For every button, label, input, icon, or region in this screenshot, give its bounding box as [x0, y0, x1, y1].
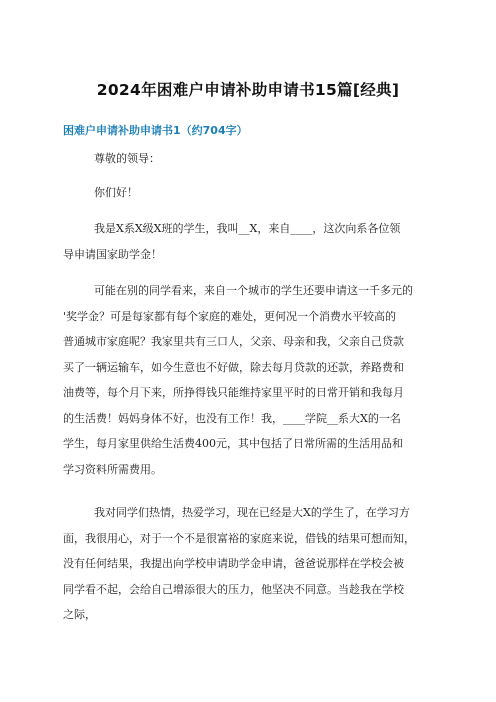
paragraph-intro [63, 216, 433, 267]
section-heading: 困难户申请补助申请书1（约704字） [63, 124, 248, 137]
text-line: 同学看不起，会给自己增添很大的压力，他坚决不同意。当趁我在学校 [63, 582, 404, 596]
paragraph-study [63, 500, 433, 628]
text-line: 没有任何结果，我提出向学校申请助学金申请，爸爸说那样在学校会被 [63, 557, 404, 570]
text-line: 普通城市家庭呢？我家里共有三口人，父亲、母亲和我，父亲自己贷款 [63, 335, 404, 348]
text-line: 的生活费！妈妈身体不好，也没有工作！我，____学院__系大X的一名 [63, 411, 401, 425]
text-line: 学习资料所需费用。 [63, 462, 162, 476]
text-line: 买了一辆运输车，如今生意也不好做，除去每月贷款的还款，养路费和 [63, 360, 404, 374]
text-line: 我对同学们热情，热爱学习，现在已经是大X的学生了，在学习方 [94, 506, 410, 519]
text-line: 导申请国家助学金！ [63, 247, 162, 261]
text-line: 我是X系X级X班的学生，我叫__X，来自____，这次向系各位领 [94, 222, 401, 235]
text-line: 你们好！ [94, 186, 138, 199]
text-line: 面，我很用心，对于一个不是很富裕的家庭来说，借钱的结果可想而知， [63, 531, 415, 545]
paragraph-salutation [63, 146, 433, 172]
text-line: 之际， [63, 608, 96, 621]
paragraph-greeting [63, 180, 433, 206]
text-line: 学生，每月家里供给生活费400元，其中包括了日常所需的生活用品和 [63, 437, 403, 450]
text-line: 可能在别的同学看来，来自一个城市的学生还要申请这一千多元的 [94, 284, 413, 297]
text-line: '奖学金？可是每家都有每个家庭的难处，更何况一个消费水平较高的 [63, 309, 397, 323]
paragraph-family [63, 278, 433, 482]
document-title: 2024年困难户申请补助申请书15篇[经典] [96, 81, 400, 99]
text-line: 油费等，每个月下来，所挣得钱只能维持家里平时的日常开销和我每月 [63, 386, 404, 399]
text-line: 尊敬的领导： [94, 152, 160, 165]
